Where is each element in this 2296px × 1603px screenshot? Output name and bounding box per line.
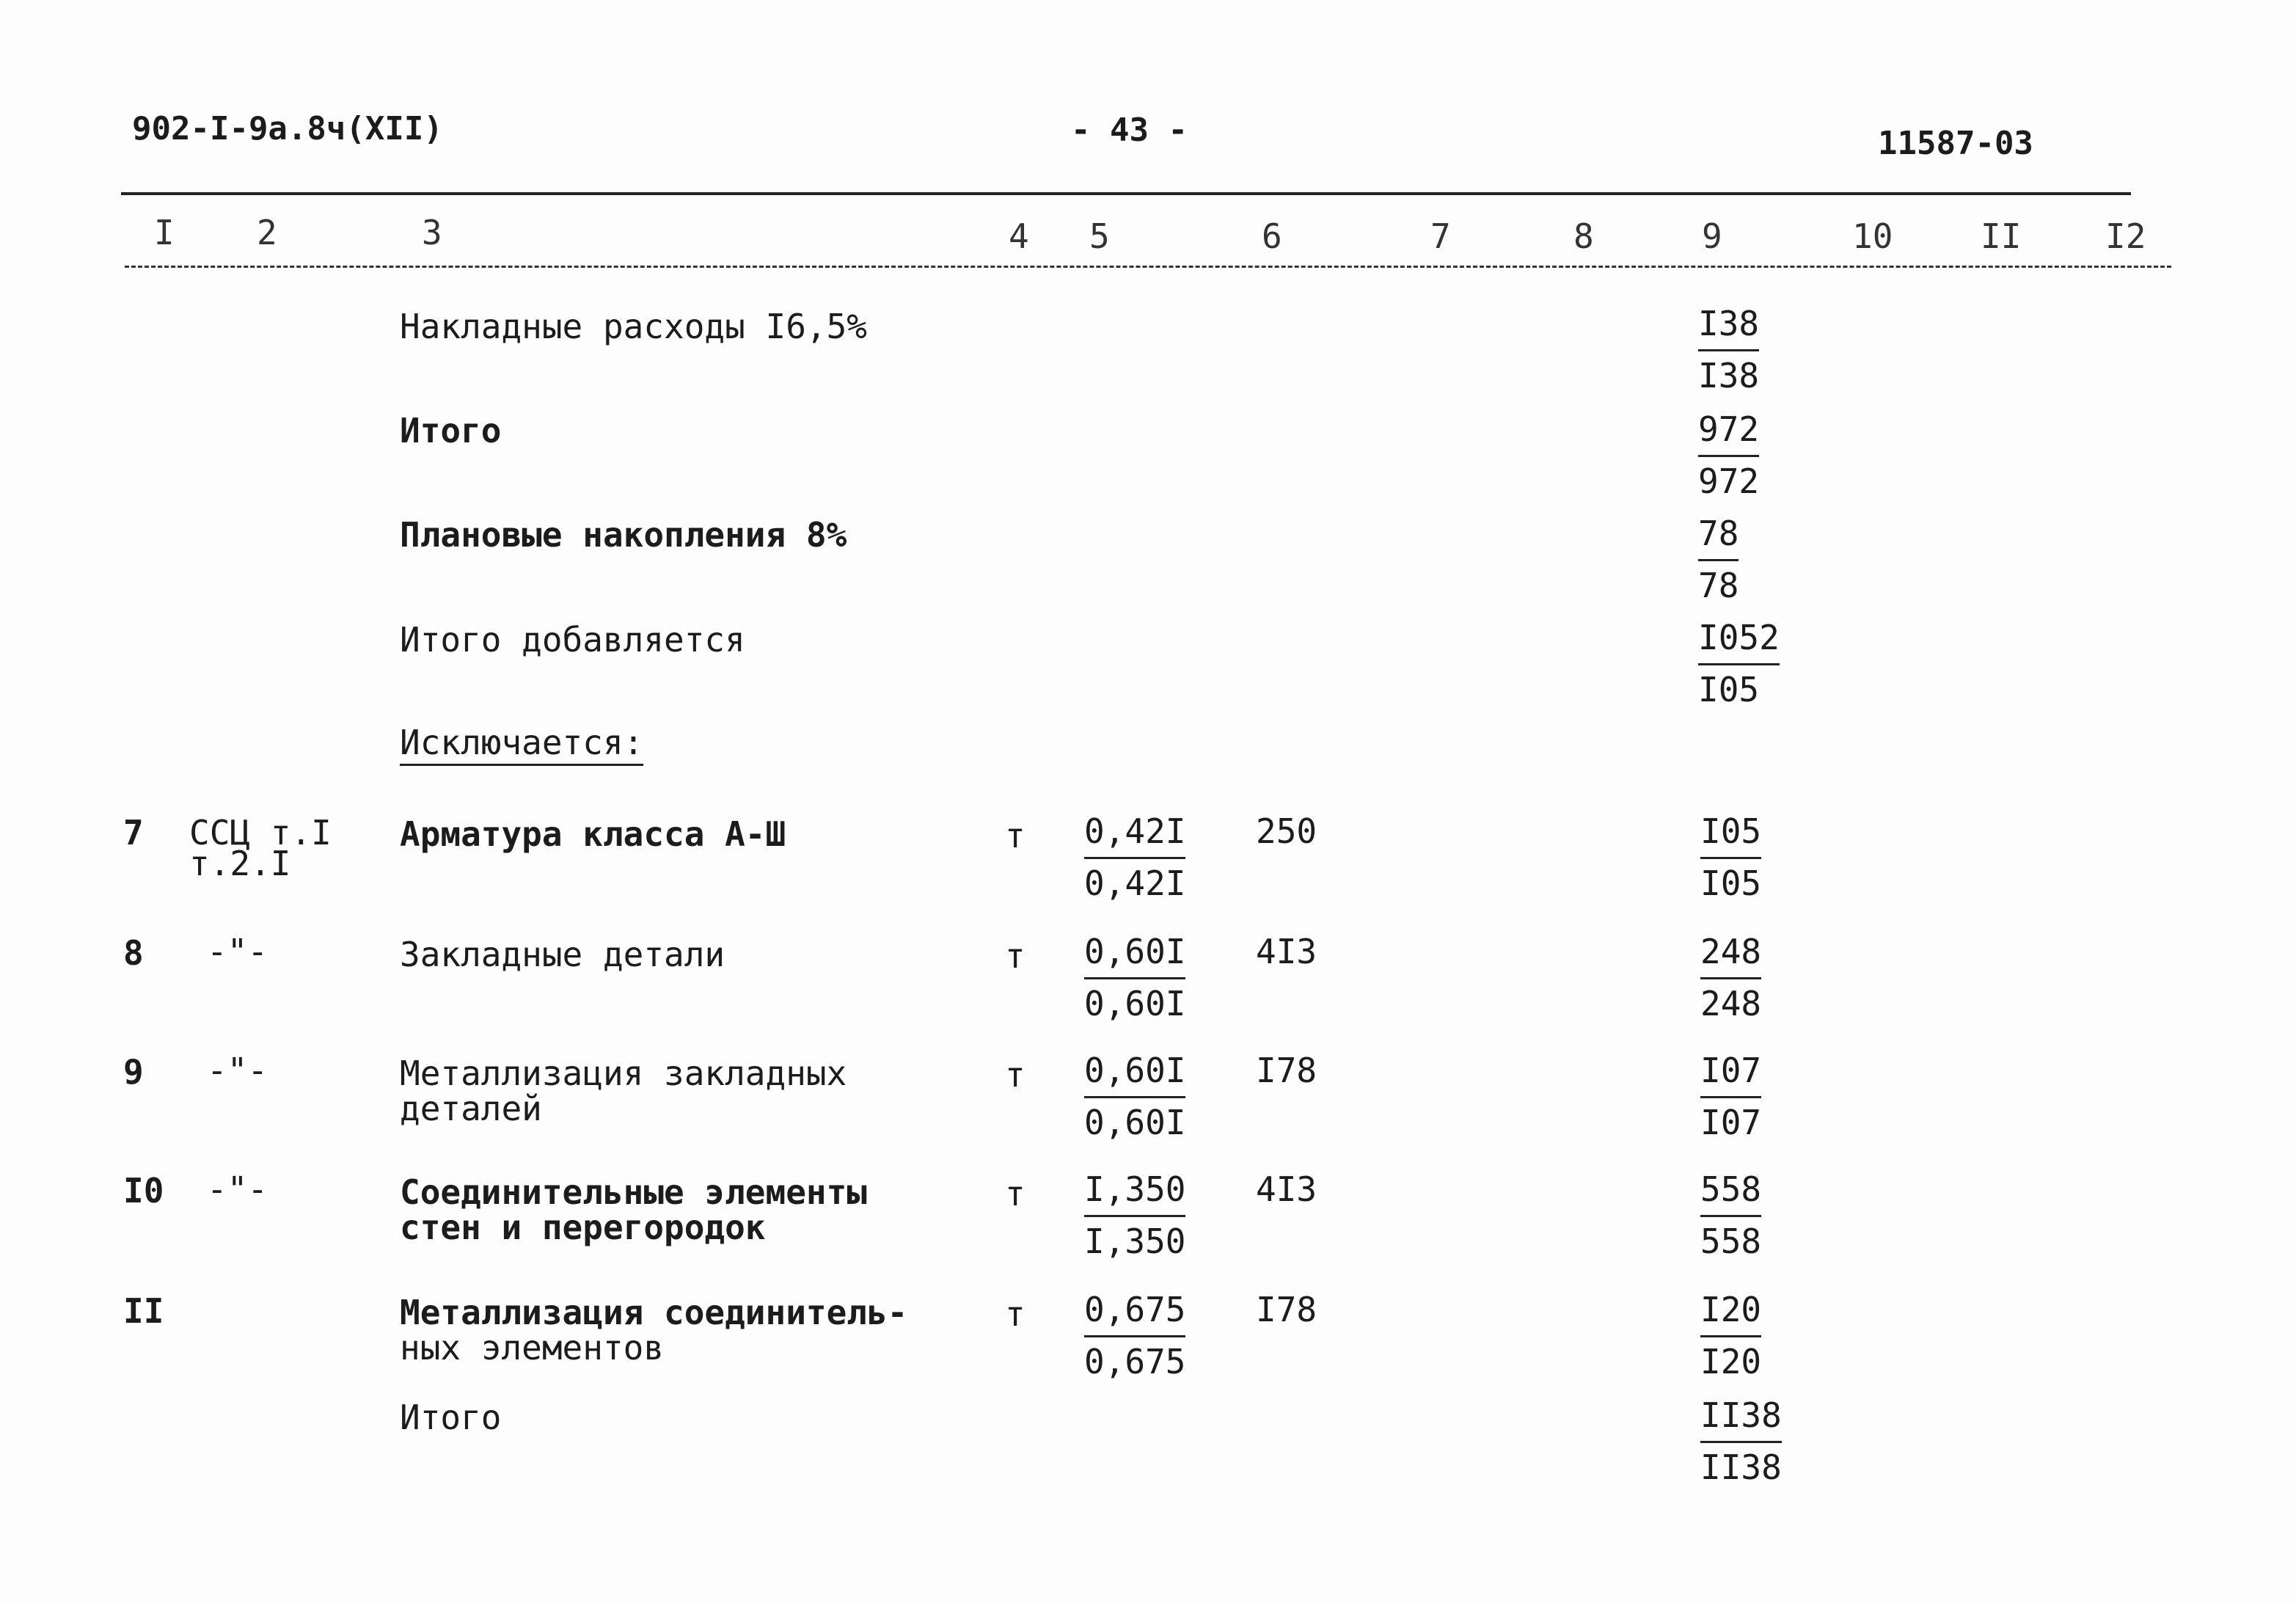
summary-value-added xyxy=(1698,613,1780,714)
qty-numerator: 0,42I xyxy=(1084,807,1185,859)
summary-label-added: Итого добавляется xyxy=(400,620,745,660)
qty-denominator: 0,60I xyxy=(1084,984,1186,1023)
item-reference: т.2.I xyxy=(189,844,291,883)
qty-numerator: 0,675 xyxy=(1084,1285,1185,1337)
header-bottom-rule xyxy=(125,266,2171,268)
total-numerator: 558 xyxy=(1700,1165,1761,1217)
item-name: Металлизация закладных xyxy=(400,1054,847,1093)
col-header-7: 7 xyxy=(1430,216,1451,256)
item-number: 8 xyxy=(123,933,144,973)
item-reference: ССЦ т.I xyxy=(189,813,332,852)
item-name: ных элементов xyxy=(400,1328,665,1368)
total-denominator: I05 xyxy=(1700,863,1762,903)
item-price: 4I3 xyxy=(1256,1169,1317,1209)
item-quantity xyxy=(1084,1285,1185,1386)
section-title xyxy=(400,723,643,762)
doc-code: 902-I-9a.8ч(XII) xyxy=(132,110,443,147)
qty-denominator: 0,60I xyxy=(1084,1103,1186,1142)
col-header-10: 10 xyxy=(1852,216,1893,256)
value-numerator: I38 xyxy=(1698,299,1759,351)
summary-value-planned xyxy=(1698,509,1739,610)
item-reference: -"- xyxy=(207,1169,268,1209)
item-price: 250 xyxy=(1256,811,1317,851)
item-name: Металлизация соединитель- xyxy=(400,1293,908,1332)
item-name: Арматура класса А-Ш xyxy=(400,814,786,854)
item-quantity xyxy=(1084,807,1185,908)
summary-value-overhead xyxy=(1698,299,1759,400)
qty-denominator: 0,42I xyxy=(1084,863,1186,903)
item-unit: т xyxy=(1005,936,1025,976)
col-header-9: 9 xyxy=(1702,216,1722,256)
value-denominator: 78 xyxy=(1698,566,1739,605)
qty-numerator: 0,60I xyxy=(1084,1046,1185,1098)
summary-label-planned: Плановые накопления 8% xyxy=(400,515,847,555)
value-denominator: 972 xyxy=(1698,461,1760,501)
col-header-4: 4 xyxy=(1009,216,1029,256)
total-denominator: 248 xyxy=(1700,984,1762,1023)
item-quantity xyxy=(1084,1046,1185,1147)
item-unit: т xyxy=(1005,1174,1025,1213)
item-total xyxy=(1700,807,1761,908)
item-number: II xyxy=(123,1291,164,1331)
item-reference: -"- xyxy=(207,1051,268,1090)
item-price: 4I3 xyxy=(1256,932,1317,971)
item-total xyxy=(1700,927,1761,1028)
final-total-value xyxy=(1700,1391,1782,1491)
item-quantity xyxy=(1084,1165,1185,1266)
total-numerator: I05 xyxy=(1700,807,1761,859)
item-name: Закладные детали xyxy=(400,935,725,974)
item-total xyxy=(1700,1285,1761,1386)
item-quantity xyxy=(1084,927,1185,1028)
doc-number: 11587-03 xyxy=(1878,125,2033,162)
item-number: 9 xyxy=(123,1052,144,1092)
total-numerator: I20 xyxy=(1700,1285,1761,1337)
value-numerator: I052 xyxy=(1698,613,1780,665)
item-unit: т xyxy=(1005,1294,1025,1334)
item-name: стен и перегородок xyxy=(400,1208,766,1247)
header-top-rule xyxy=(121,192,2131,195)
item-number: 7 xyxy=(123,813,144,852)
item-unit: т xyxy=(1005,816,1025,855)
total-denominator: 558 xyxy=(1700,1222,1762,1261)
col-header-5: 5 xyxy=(1089,216,1110,256)
col-header-11: II xyxy=(1981,216,2022,256)
item-reference: -"- xyxy=(207,932,268,971)
item-name: Соединительные элементы xyxy=(400,1172,867,1212)
value-numerator: 972 xyxy=(1698,405,1759,457)
col-header-6: 6 xyxy=(1262,216,1282,256)
total-denominator: I20 xyxy=(1700,1342,1762,1381)
item-price: I78 xyxy=(1256,1051,1317,1090)
qty-numerator: 0,60I xyxy=(1084,927,1185,979)
item-number: I0 xyxy=(123,1171,164,1211)
value-numerator: 78 xyxy=(1698,509,1739,561)
item-unit: т xyxy=(1005,1055,1025,1095)
qty-denominator: 0,675 xyxy=(1084,1342,1186,1381)
summary-label-total: Итого xyxy=(400,411,502,450)
value-numerator: II38 xyxy=(1700,1391,1782,1443)
col-header-8: 8 xyxy=(1573,216,1594,256)
value-denominator: I05 xyxy=(1698,670,1760,709)
item-name: деталей xyxy=(400,1089,542,1128)
page-number: - 43 - xyxy=(1071,112,1188,149)
section-title-text: Исключается: xyxy=(400,723,643,766)
item-price: I78 xyxy=(1256,1290,1317,1329)
qty-denominator: I,350 xyxy=(1084,1222,1186,1261)
col-header-1: I xyxy=(154,213,175,252)
summary-label-overhead: Накладные расходы I6,5% xyxy=(400,307,867,346)
value-denominator: II38 xyxy=(1700,1447,1782,1487)
item-total xyxy=(1700,1165,1761,1266)
value-denominator: I38 xyxy=(1698,356,1760,395)
total-numerator: I07 xyxy=(1700,1046,1761,1098)
final-total-label: Итого xyxy=(400,1398,502,1437)
col-header-2: 2 xyxy=(257,213,277,252)
item-total xyxy=(1700,1046,1761,1147)
total-numerator: 248 xyxy=(1700,927,1761,979)
summary-value-total xyxy=(1698,405,1759,505)
col-header-3: 3 xyxy=(422,213,442,252)
total-denominator: I07 xyxy=(1700,1103,1762,1142)
qty-numerator: I,350 xyxy=(1084,1165,1185,1217)
col-header-12: I2 xyxy=(2105,216,2146,256)
